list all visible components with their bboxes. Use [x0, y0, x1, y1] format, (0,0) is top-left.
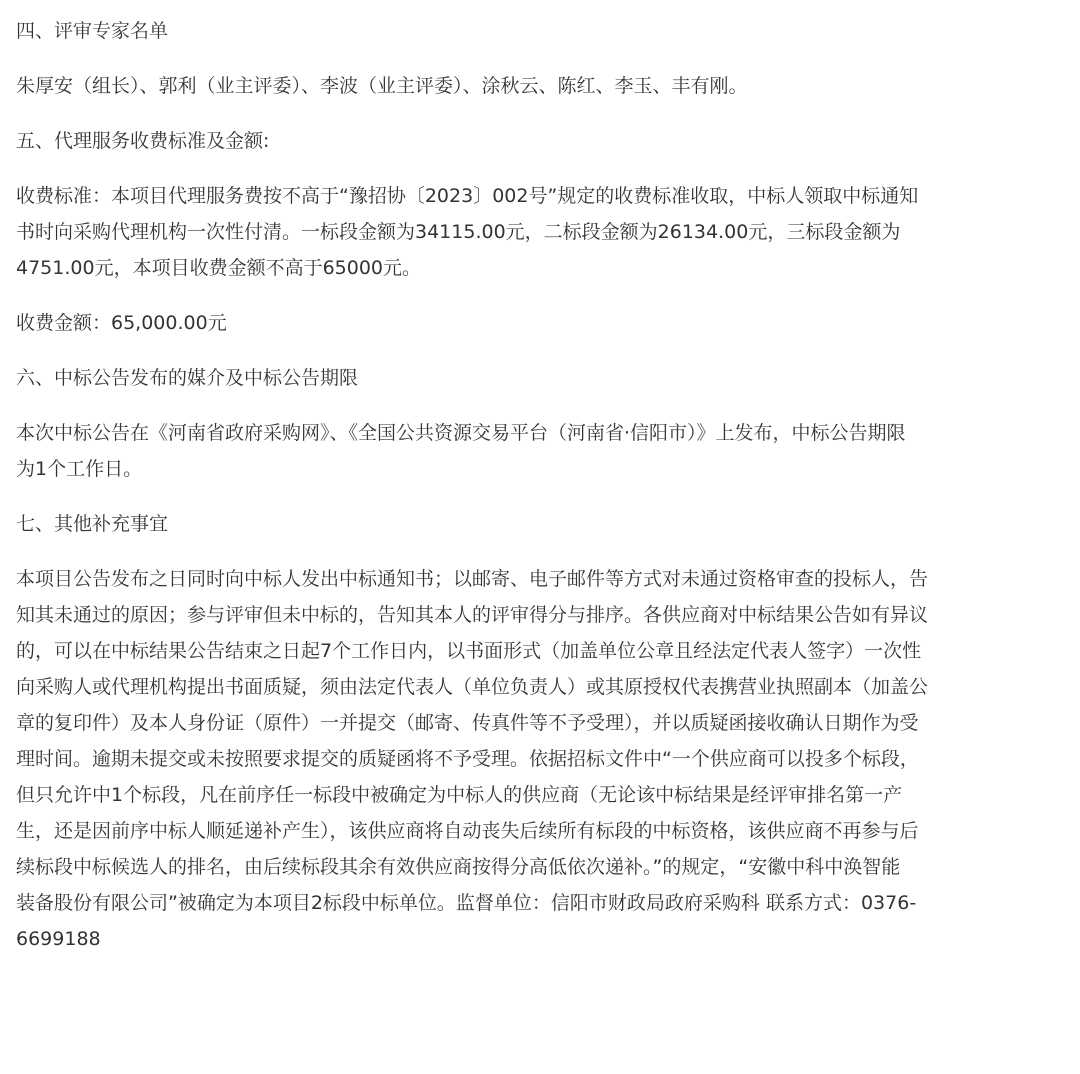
publication-media-line: 为1个工作日。: [16, 458, 143, 480]
section-6-title: 六、中标公告发布的媒介及中标公告期限: [16, 367, 359, 389]
publication-media-paragraph: [16, 415, 1066, 487]
supplementary-line: 的，可以在中标结果公告结束之日起7个工作日内，以书面形式（加盖单位公章且经法定代表人签字）一次性: [16, 640, 922, 662]
supplementary-line: 本项目公告发布之日同时向中标人发出中标通知书；以邮寄、电子邮件等方式对未通过资格审查的投标人，告: [16, 568, 929, 590]
supplementary-line: 生，还是因前序中标人顺延递补产生），该供应商将自动丧失后续所有标段的中标资格，该供应商不再参与后: [16, 820, 919, 842]
fee-standard-line: 4751.00元，本项目收费金额不高于65000元。: [16, 257, 422, 279]
supplementary-line: 续标段中标候选人的排名，由后续标段其余有效供应商按得分高低依次递补。”的规定，“安徽中科中涣智能: [16, 856, 901, 878]
supplementary-line: 但只允许中1个标段，凡在前序任一标段中被确定为中标人的供应商（无论该中标结果是经评审排名第一产: [16, 784, 903, 806]
supplementary-paragraph: [16, 561, 1066, 957]
section-5-title: 五、代理服务收费标准及金额:: [16, 130, 270, 152]
supplementary-line: 章的复印件）及本人身份证（原件）一并提交（邮寄、传真件等不予受理），并以质疑函接收确认日期作为受: [16, 712, 919, 734]
expert-list: 朱厚安（组长）、郭利（业主评委）、李波（业主评委）、涂秋云、陈红、李玉、丰有刚。: [16, 75, 748, 97]
fee-amount: 收费金额：65,000.00元: [16, 312, 227, 334]
fee-standard-paragraph: [16, 178, 1066, 286]
supplementary-line: 理时间。逾期未提交或未按照要求提交的质疑函将不予受理。依据招标文件中“一个供应商可以投多个标段，: [16, 748, 919, 770]
supplementary-line: 知其未通过的原因；参与评审但未中标的，告知其本人的评审得分与排序。各供应商对中标结果公告如有异议: [16, 604, 929, 626]
supplementary-line: 装备股份有限公司”被确定为本项目2标段中标单位。监督单位：信阳市财政局政府采购科 联系方式：0376-: [16, 892, 917, 914]
supplementary-line: 向采购人或代理机构提出书面质疑，须由法定代表人（单位负责人）或其原授权代表携营业执照副本（加盖公: [16, 676, 929, 698]
supplementary-line: 6699188: [16, 928, 101, 950]
fee-standard-line: 书时向采购代理机构一次性付清。一标段金额为34115.00元，二标段金额为26134.00元，三标段金额为: [16, 221, 901, 243]
fee-standard-line: 收费标准：本项目代理服务费按不高于“豫招协〔2023〕002号”规定的收费标准收取，中标人领取中标通知: [16, 185, 919, 207]
section-7-title: 七、其他补充事宜: [16, 513, 169, 535]
publication-media-line: 本次中标公告在《河南省政府采购网》、《全国公共资源交易平台（河南省·信阳市）》上发布，中标公告期限: [16, 422, 906, 444]
section-4-title: 四、评审专家名单: [16, 20, 169, 42]
